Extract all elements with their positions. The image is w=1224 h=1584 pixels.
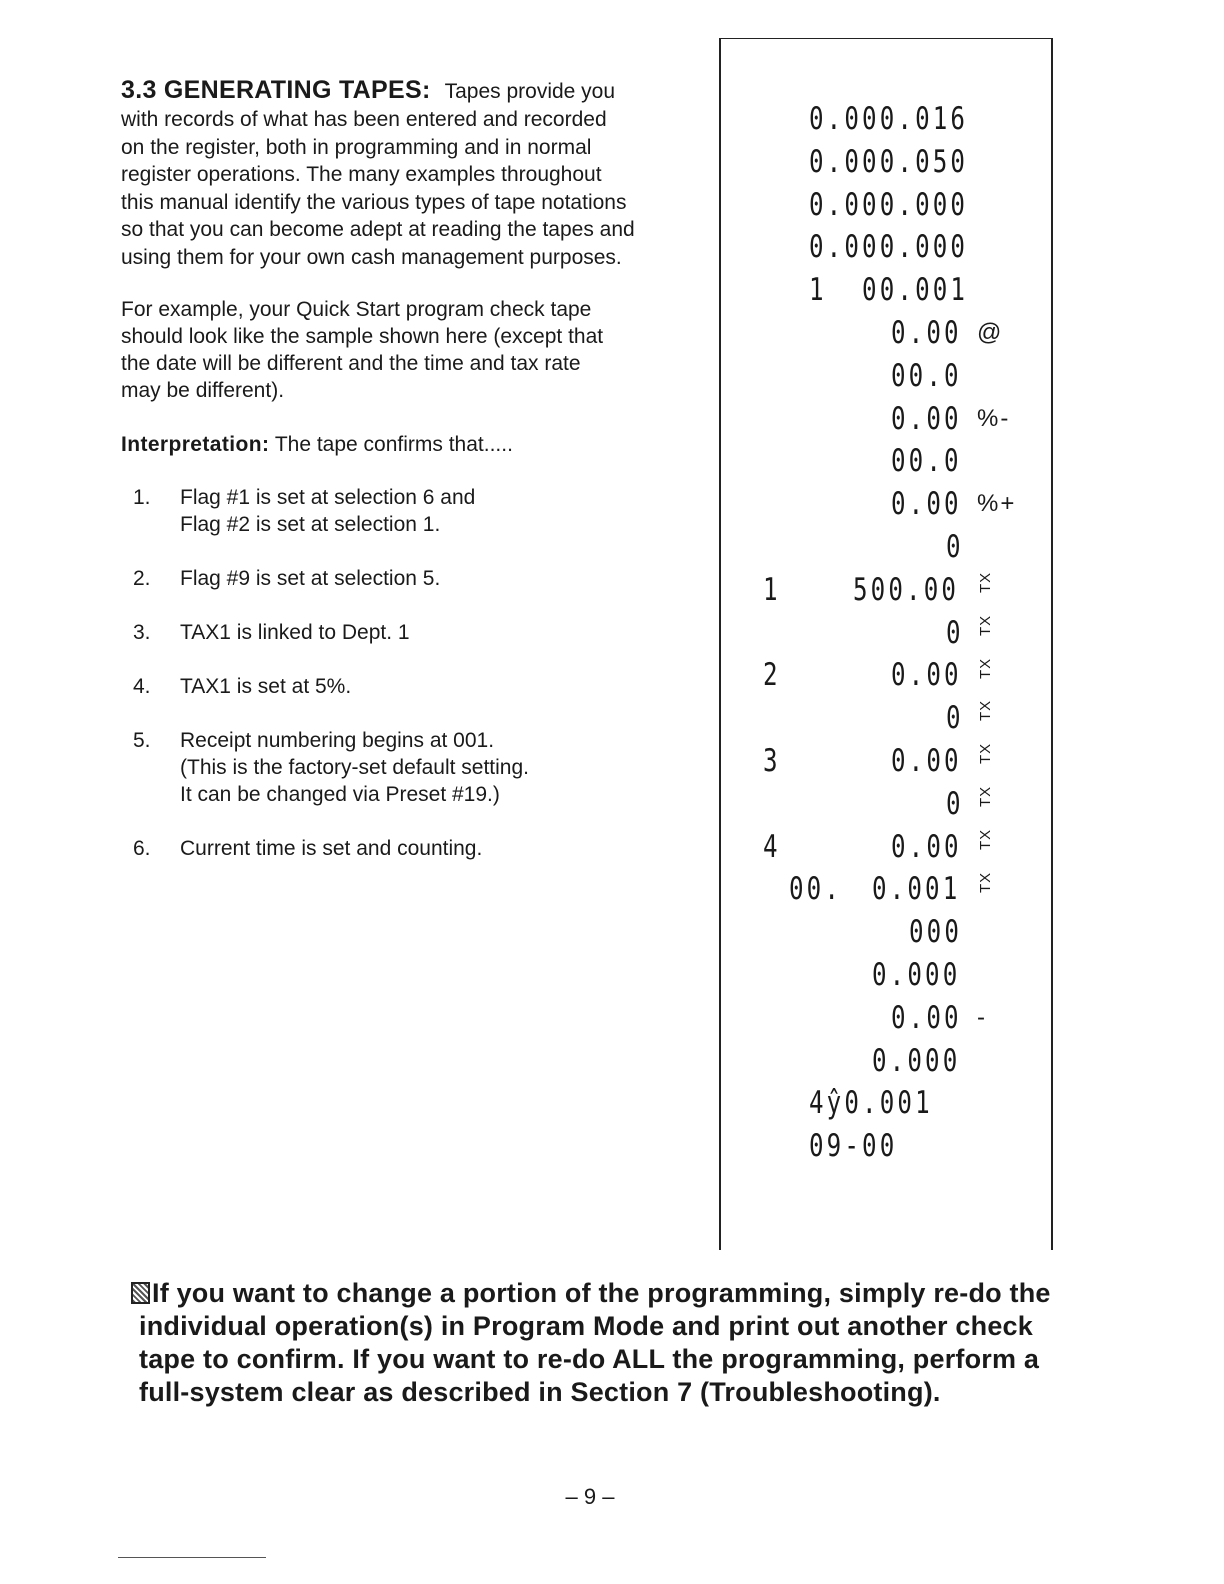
tape-prefix: 1 — [763, 571, 781, 608]
list-item-line: Flag #2 is set at selection 1. — [180, 513, 441, 536]
intro-line: using them for your own cash management purposes. — [121, 245, 622, 269]
list-item-line: Receipt numbering begins at 001. — [180, 729, 495, 752]
note-line: individual operation(s) in Program Mode and print out another check — [139, 1311, 1033, 1341]
tape-value: 0.000.016 — [809, 101, 969, 137]
intro-line: on the register, both in programming and in normal — [121, 135, 592, 159]
tape-value: 0.000 — [872, 957, 961, 993]
tape-row — [721, 443, 1051, 485]
intro-line: register operations. The many examples throughout — [121, 163, 602, 186]
tape-tax-code: TX — [977, 657, 994, 679]
tape-tax-code: TX — [977, 614, 994, 636]
tape-prefix: 00. — [789, 871, 843, 908]
tape-tax-code: TX — [977, 785, 994, 807]
tape-prefix: 2 — [763, 657, 781, 694]
list-item-line: Flag #9 is set at selection 5. — [180, 567, 441, 590]
interpretation-line — [121, 431, 701, 458]
list-item-line: It can be changed via Preset #19.) — [180, 783, 500, 806]
tape-tax-code: TX — [977, 571, 994, 593]
tape-row — [721, 1085, 1051, 1127]
tape-row — [721, 1043, 1051, 1085]
tape-value: 09-00 — [809, 1128, 898, 1165]
example-paragraph — [121, 296, 701, 404]
list-number: 3. — [133, 621, 151, 644]
check-tape — [719, 38, 1053, 1250]
tape-tax-code: TX — [977, 700, 994, 722]
intro-line: with records of what has been entered and recorded — [121, 108, 607, 131]
tape-value: 0.00 — [890, 999, 962, 1036]
list-item-line: TAX1 is linked to Dept. 1 — [180, 621, 410, 644]
tape-value: 0 — [946, 614, 965, 651]
tip-note — [131, 1277, 1091, 1409]
tape-symbol: @ — [977, 319, 1004, 346]
list-number: 4. — [133, 675, 151, 698]
tape-row — [721, 358, 1051, 400]
list-item — [121, 619, 701, 646]
example-line: should look like the sample shown here (except that — [121, 325, 604, 348]
note-box-icon — [131, 1282, 150, 1304]
tape-value: 00.0 — [890, 443, 962, 480]
intro-paragraph — [121, 106, 701, 271]
scan-artifact-rule — [118, 1557, 266, 1558]
tape-tax-code: TX — [977, 871, 994, 893]
tape-row — [721, 101, 1051, 143]
example-line: For example, your Quick Start program check tape — [121, 298, 592, 321]
tape-symbol: - — [977, 1003, 987, 1031]
tape-value: 4ŷ0.001 — [809, 1085, 933, 1122]
tape-row — [721, 144, 1051, 186]
list-item-line: (This is the factory-set default setting. — [180, 756, 529, 779]
tape-prefix: 3 — [763, 743, 781, 779]
tape-value: 1 00.001 — [809, 272, 969, 309]
section-title: 3.3 GENERATING TAPES: — [121, 76, 431, 104]
tape-row — [721, 957, 1051, 999]
list-item — [121, 835, 701, 862]
note-line: full-system clear as described in Section 7 (Troubleshooting). — [139, 1377, 941, 1407]
tape-value: 00.0 — [890, 357, 962, 394]
tape-row — [721, 871, 1051, 913]
example-line: the date will be different and the time and tax rate — [121, 352, 581, 375]
list-item-line: TAX1 is set at 5%. — [180, 675, 352, 698]
page-number: – 9 – — [565, 1484, 615, 1509]
tape-row — [721, 401, 1051, 443]
tape-value: 0.00 — [890, 400, 962, 437]
tape-value: 0 — [946, 529, 965, 565]
tape-value: 0.00 — [890, 657, 962, 694]
note-line: tape to confirm. If you want to re-do ALL the programming, perform a — [139, 1344, 1040, 1374]
list-item — [121, 673, 701, 700]
tape-value: 0.00 — [890, 828, 962, 865]
tape-row — [721, 1128, 1051, 1170]
tape-row — [721, 315, 1051, 357]
list-number: 1. — [133, 486, 151, 509]
list-number: 6. — [133, 837, 151, 860]
tape-row — [721, 272, 1051, 314]
tape-value: 0.000.050 — [809, 143, 969, 180]
tape-row — [721, 914, 1051, 956]
tape-value: 500.00 — [853, 571, 960, 608]
interpretation-list — [121, 484, 701, 862]
intro-first-text: Tapes provide you — [444, 80, 616, 103]
tape-symbol: %+ — [977, 490, 1017, 518]
intro-line: this manual identify the various types of tape notations — [121, 190, 627, 214]
list-item — [121, 484, 701, 538]
tape-row — [721, 743, 1051, 807]
list-number: 5. — [133, 729, 151, 752]
tape-row — [721, 486, 1051, 528]
tape-row — [721, 229, 1051, 271]
tape-value: 000 — [909, 914, 963, 951]
tape-value: 0.000.000 — [809, 186, 969, 223]
list-number: 2. — [133, 567, 151, 590]
tape-row — [721, 657, 1051, 722]
interpretation-text: The tape confirms that..... — [274, 433, 513, 456]
list-item-line: Flag #1 is set at selection 6 and — [180, 486, 476, 509]
intro-line: so that you can become adept at reading the tapes and — [121, 218, 635, 241]
tape-value: 0 — [946, 700, 965, 737]
tape-row — [721, 187, 1051, 229]
left-column — [121, 76, 701, 889]
tape-value: 0.001 — [872, 871, 961, 908]
list-item — [121, 565, 701, 592]
tape-value: 0.00 — [890, 486, 962, 523]
tape-value: 0.000.000 — [809, 229, 969, 266]
tape-row — [721, 571, 1051, 636]
example-line: may be different). — [121, 379, 285, 402]
tape-value: 0 — [946, 785, 965, 822]
interpretation-label: Interpretation: — [121, 433, 270, 456]
tape-value: 0.00 — [890, 315, 962, 351]
tape-tax-code: TX — [977, 828, 994, 850]
tape-prefix: 4 — [763, 828, 781, 865]
section-heading-line — [121, 76, 701, 106]
tape-value: 0.000 — [872, 1042, 961, 1079]
tape-row — [721, 1000, 1051, 1042]
note-line-text: If you want to change a portion of the programming, simply re-do the — [152, 1278, 1051, 1308]
tape-symbol: %- — [977, 404, 1011, 432]
note-line — [131, 1277, 1091, 1310]
tape-tax-code: TX — [977, 743, 994, 765]
tape-value: 0.00 — [890, 743, 962, 779]
list-item — [121, 727, 701, 808]
list-item-line: Current time is set and counting. — [180, 837, 483, 860]
